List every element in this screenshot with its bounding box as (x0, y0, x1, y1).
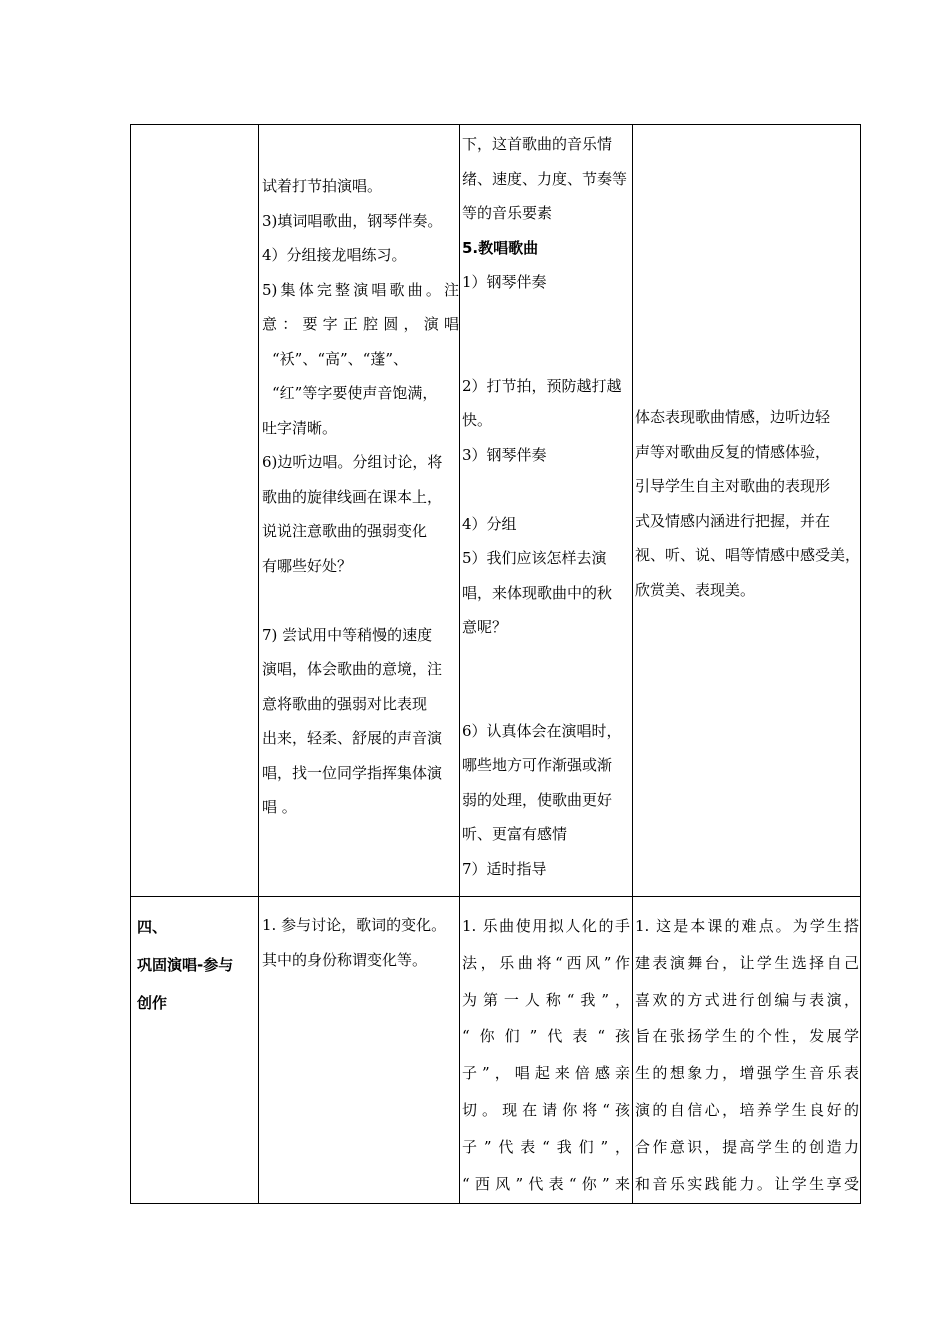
text-line: 吐字清晰。 (262, 418, 338, 437)
text-line: “西风”代表“你”来 (462, 1174, 630, 1193)
text-line: 演唱，体会歌曲的意境，注 (262, 660, 443, 678)
text-line: 式及情感内涵进行把握，并在 (635, 511, 831, 530)
text-line: 建表演舞台，让学生选择自己 (635, 953, 859, 972)
text-line: “红”等字要使声音饱满， (272, 384, 438, 402)
text-line: 意将歌曲的强弱对比表现 (262, 694, 428, 713)
text-line: 1. 参与讨论，歌词的变化。 (262, 916, 447, 934)
text-line: 引导学生自主对歌曲的表现形 (635, 477, 831, 495)
text-line: 为第一人称“我”， (462, 990, 630, 1009)
text-line: 试着打节拍演唱。 (262, 177, 383, 195)
text-line: 唱，找一位同学指挥集体演 (262, 763, 443, 782)
text-line: 4）分组 (462, 514, 517, 533)
text-line: 有哪些好处？ (262, 556, 353, 575)
text-line: 快。 (462, 411, 493, 429)
text-line: 喜欢的方式进行创编与表演， (635, 990, 859, 1009)
column-divider (258, 125, 259, 1203)
text-line: 听、更富有感情 (462, 825, 568, 843)
row1-col2-cell (262, 169, 459, 825)
text-line: 其中的身份称谓变化等。 (262, 950, 428, 969)
column-divider (459, 125, 460, 1203)
text-line: 下，这首歌曲的音乐情 (462, 135, 613, 153)
text-line: 子”，唱起来倍感亲 (462, 1064, 630, 1083)
text-line: 6）认真体会在演唱时， (462, 721, 622, 740)
row1-col3-cell (462, 127, 632, 886)
text-line: 旨在张扬学生的个性，发展学 (635, 1027, 859, 1046)
text-line: 子”代表“我们”， (462, 1137, 630, 1156)
text-line: 2）打节拍，预防越打越 (462, 376, 622, 395)
text-line: “袄”、“高”、“蓬”、 (272, 349, 409, 368)
section-number: 四、 (137, 918, 168, 936)
text-line: 绪、速度、力度、节奏等 (462, 169, 628, 188)
text-line: 1. 乐曲使用拟人化的手 (462, 917, 630, 935)
text-line: 生的想象力，增强学生音乐表 (635, 1064, 859, 1083)
text-line: 1. 这是本课的难点。为学生搭 (635, 917, 859, 935)
text-line: 切。现在请你将“孩 (462, 1100, 630, 1119)
text-line: 5）我们应该怎样去演 (462, 549, 607, 567)
row2-col2-cell (262, 908, 459, 977)
text-line: 声等对歌曲反复的情感体验， (635, 442, 831, 461)
text-line: 歌曲的旋律线画在课本上， (262, 487, 443, 506)
text-line: 3)填词唱歌曲，钢琴伴奏。 (262, 211, 443, 230)
text-line: 6)边听边唱。分组讨论，将 (262, 453, 443, 471)
text-line: 1）钢琴伴奏 (462, 273, 547, 291)
text-line: 合作意识，提高学生的创造力 (635, 1137, 859, 1156)
text-line: 意呢？ (462, 618, 508, 636)
row1-col4-cell (635, 400, 861, 607)
text-line: 演的自信心，培养学生良好的 (635, 1100, 859, 1119)
text-line: “你们”代表“孩 (462, 1027, 630, 1046)
text-line: 3）钢琴伴奏 (462, 445, 547, 464)
text-line: 哪些地方可作渐强或渐 (462, 756, 613, 774)
lesson-plan-table (130, 124, 861, 1204)
text-line: 唱 。 (262, 798, 297, 816)
text-line: 法，乐曲将“西风”作 (462, 953, 630, 972)
text-line: 5)集体完整演唱歌曲。注 (262, 280, 459, 299)
text-line: 体态表现歌曲情感，边听边轻 (635, 408, 831, 426)
row-divider (131, 896, 860, 897)
text-line: 和音乐实践能力。让学生享受 (635, 1174, 859, 1193)
column-divider (632, 125, 633, 1203)
text-line: 7) 尝试用中等稍慢的速度 (262, 625, 433, 644)
text-line: 出来，轻柔、舒展的声音演 (262, 729, 443, 747)
text-line: 弱的处理，使歌曲更好 (462, 790, 613, 809)
step-heading: 5.教唱歌曲 (462, 238, 539, 257)
text-line: 4）分组接龙唱练习。 (262, 246, 407, 264)
text-line: 等的音乐要素 (462, 204, 553, 222)
row1-col1-cell (131, 125, 258, 896)
text-line: 说说注意歌曲的强弱变化 (262, 522, 428, 540)
text-line: 视、听、说、唱等情感中感受美， (635, 546, 861, 564)
row2-col1-cell (137, 908, 258, 1022)
section-title: 巩固演唱-参与 (137, 956, 234, 974)
row2-col4-cell (635, 908, 859, 1202)
row2-col3-cell (462, 908, 630, 1202)
text-line: 欣赏美、表现美。 (635, 580, 756, 599)
text-line: 7）适时指导 (462, 859, 547, 878)
text-line: 意：要字正腔圆，演唱 (262, 315, 459, 333)
section-title: 创作 (137, 994, 168, 1012)
text-line: 唱，来体现歌曲中的秋 (462, 583, 613, 602)
